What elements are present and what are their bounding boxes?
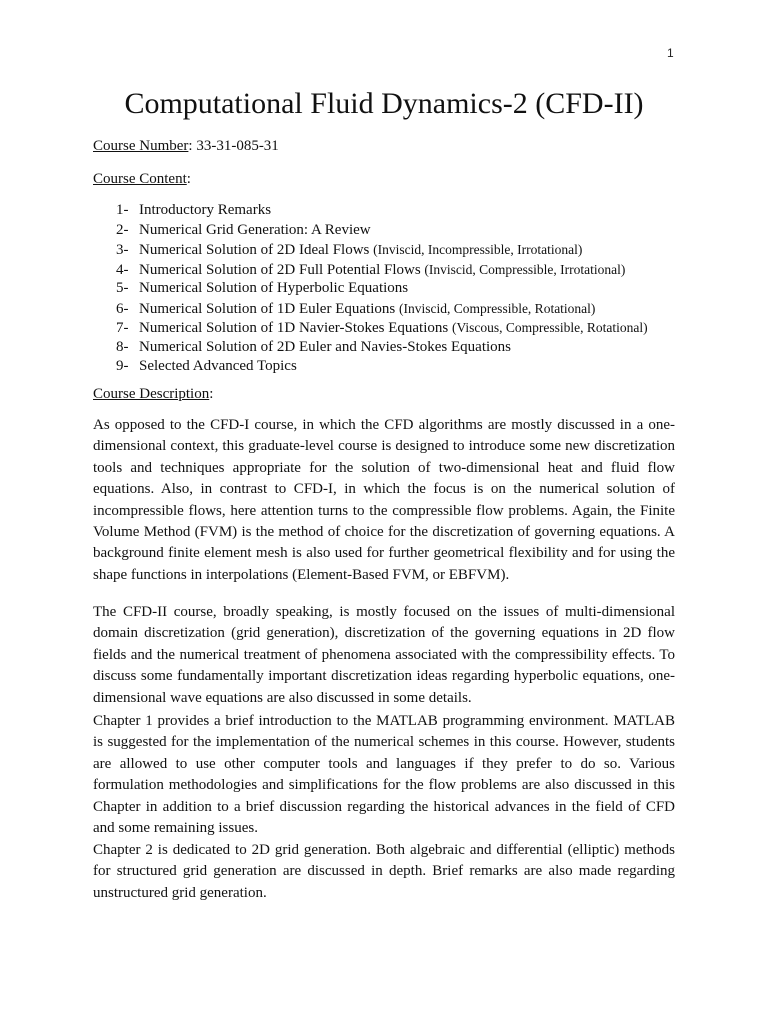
- document-title: Computational Fluid Dynamics-2 (CFD-II): [124, 87, 644, 120]
- list-item-detail: (Inviscid, Incompressible, Irrotational): [373, 242, 583, 257]
- course-content-heading: [93, 170, 191, 188]
- list-item-number: 7-: [116, 320, 129, 336]
- course-content-label: Course Content: [93, 171, 187, 187]
- list-item-number: 4-: [116, 261, 129, 278]
- course-description-heading: [93, 385, 213, 403]
- course-content-list: [116, 201, 648, 377]
- description-paragraph-3: Chapter 1 provides a brief introduction to the MATLAB programming environment. MATLAB is suggested for the implementation of the numerical schemes in this course. However, students are allowed to use other computer tools and languages if they prefer to do so. Various formulation methodologies and simplifications for the flow problems are also discussed in this Chapter in addition to a brief discussion regarding the historical advances in the field of CFD and some remaining issues.: [93, 713, 675, 837]
- list-item-number: 3-: [116, 242, 129, 258]
- course-description-colon: :: [209, 386, 214, 402]
- course-number-label: Course Number: [93, 138, 189, 154]
- list-item-text: Selected Advanced Topics: [139, 358, 297, 374]
- list-item: [116, 357, 648, 377]
- list-item-text: Numerical Solution of 2D Euler and Navies-Stokes Equations: [139, 338, 512, 355]
- list-item: [116, 318, 648, 338]
- list-item: [116, 299, 648, 319]
- course-number-value: : 33-31-085-31: [188, 138, 279, 154]
- description-paragraph-2: The CFD-II course, broadly speaking, is mostly focused on the issues of multi-dimensional domain discretization (grid generation), discretization of the governing equations in 2D flow fields and the numerical treatment of phenomena associated with the compressibility effects. To discuss some fundamentally important discretization ideas regarding hyperbolic equations, one-dimensional wave equations are also discussed in some details.: [93, 604, 675, 706]
- list-item-number: 2-: [116, 221, 129, 238]
- list-item: [116, 201, 648, 221]
- list-item-text: Numerical Grid Generation: A Review: [139, 221, 371, 238]
- list-item-number: 8-: [116, 338, 129, 355]
- list-item-text: Numerical Solution of 1D Navier-Stokes Equations: [139, 320, 449, 336]
- list-item-text: Numerical Solution of 1D Euler Equations: [139, 300, 396, 317]
- list-item-number: 9-: [116, 358, 129, 374]
- list-item: [116, 279, 648, 299]
- course-number-line: [93, 137, 279, 155]
- list-item-number: 6-: [116, 300, 129, 317]
- list-item: [116, 240, 648, 260]
- list-item: [116, 338, 648, 358]
- list-item: [116, 260, 648, 280]
- course-content-colon: :: [186, 171, 191, 187]
- list-item-text: Numerical Solution of 2D Full Potential Flows: [139, 261, 421, 278]
- list-item-detail: (Inviscid, Compressible, Irrotational): [424, 261, 626, 277]
- list-item-text: Numerical Solution of Hyperbolic Equations: [139, 280, 409, 296]
- course-description-label: Course Description: [93, 386, 210, 402]
- list-item-detail: (Viscous, Compressible, Rotational): [451, 320, 648, 335]
- page-number: 1: [667, 46, 674, 60]
- list-item-text: Introductory Remarks: [139, 202, 272, 218]
- list-item-text: Numerical Solution of 2D Ideal Flows: [139, 242, 370, 258]
- list-item-number: 1-: [116, 202, 129, 218]
- description-paragraph-1: As opposed to the CFD-I course, in which the CFD algorithms are mostly discussed in a one-dimensional context, this graduate-level course is designed to introduce some new discretization tools and techniques appropriate for the solution of two-dimensional heat and fluid flow equations. Also, in contrast to CFD-I, in which the focus is on the numerical solution of incompressible flows, here attention turns to the compressible flow problems. Again, the Finite Volume Method (FVM) is the method of choice for the discretization of governing equations. A background finite element mesh is also used for further geometrical flexibility and for using the shape functions in interpolations (Element-Based FVM, or EBFVM).: [93, 417, 675, 583]
- description-paragraph-4: Chapter 2 is dedicated to 2D grid generation. Both algebraic and differential (elliptic) methods for structured grid generation are discussed in depth. Brief remarks are also made regarding unstructured grid generation.: [93, 842, 675, 901]
- list-item-number: 5-: [116, 280, 129, 296]
- list-item-detail: (Inviscid, Compressible, Rotational): [398, 300, 596, 316]
- list-item: [116, 221, 648, 241]
